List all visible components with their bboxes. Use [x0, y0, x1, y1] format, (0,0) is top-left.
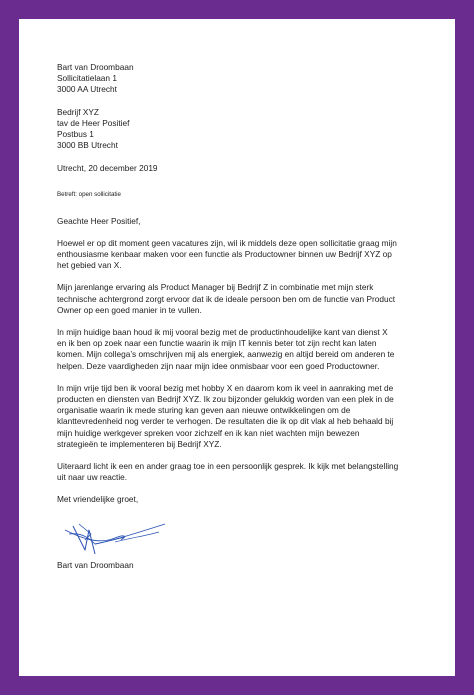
paragraph-line: mijn huidige werkgever spreken voor zichzelf en ik kan niet wachten mijn bewezen: [57, 427, 360, 438]
paragraph-line: technische achtergrond zorgt ervoor dat ik de ideale persoon ben om de functie van Product: [57, 293, 396, 304]
recipient-attn: tav de Heer Positief: [57, 117, 130, 128]
paragraph-line: en ik ben op zoek naar een functie waarin ik mijn IT kennis beter tot zijn recht kan laten: [57, 338, 377, 349]
recipient-city: 3000 BB Utrecht: [57, 140, 118, 151]
paragraph: [57, 383, 419, 450]
paragraph-line: strategieën te implementeren bij Bedrijf XYZ.: [57, 438, 222, 449]
paragraph: [57, 327, 419, 372]
letter-content: [57, 62, 419, 571]
recipient-address: [57, 107, 419, 152]
signoff-name: Bart van Droombaan: [57, 559, 134, 570]
recipient-company: Bedrijf XYZ: [57, 106, 99, 117]
sender-name: Bart van Droombaan: [57, 62, 134, 72]
paragraph-line: het gebied van X.: [57, 260, 122, 271]
paragraph: [57, 461, 419, 483]
sender-street: Sollicitatielaan 1: [57, 73, 117, 84]
paragraph-line: uit naar uw reactie.: [57, 472, 128, 483]
salutation: Geachte Heer Positief,: [57, 215, 141, 226]
paragraph-line: helpen. Deze vaardigheden zijn naar mijn idee onmisbaar voor een goed Productowner.: [57, 360, 380, 371]
letter-page: [19, 19, 455, 676]
signature-image: [55, 510, 175, 558]
recipient-pobox: Postbus 1: [57, 129, 94, 140]
paragraph-line: Uiteraard licht ik een en ander graag toe in een persoonlijk gesprek. Ik kijk met belangstelling: [57, 461, 399, 472]
sender-address: [57, 62, 419, 96]
paragraph-line: Mijn jarenlange ervaring als Product Manager bij Bedrijf Z in combinatie met mijn sterk: [57, 282, 374, 293]
paragraph-line: komen. Mijn collega’s omschrijven mij als energiek, aanwezig en altijd bereid om anderen te: [57, 349, 395, 360]
closing: Met vriendelijke groet,: [57, 494, 139, 505]
paragraph: [57, 282, 419, 316]
paragraph: [57, 238, 419, 272]
letter-date: Utrecht, 20 december 2019: [57, 163, 158, 174]
paragraph-line: In mijn vrije tijd ben ik vooral bezig met hobby X en daarom kom ik veel in aanraking met de: [57, 382, 394, 393]
letter-subject: Betreft: open sollicitatie: [57, 190, 121, 198]
paragraph-line: organisatie waarin ik mede sturing kan geven aan nieuwe ontwikkelingen om de: [57, 405, 351, 416]
paragraph-line: enthousiasme kenbaar maken voor een functie als Productowner binnen uw Bedrijf XYZ op: [57, 249, 392, 260]
paragraph-line: klanttevredenheid nog verder te verhogen. De resultaten die ik op dit vlak al heb behaald bij: [57, 416, 394, 427]
paragraph-line: Hoewel er op dit moment geen vacatures zijn, wil ik middels deze open sollicitatie graag mijn: [57, 237, 397, 248]
paragraph-line: producten en diensten van Bedrijf XYZ. Ik zou bijzonder gelukkig worden van een plek in de: [57, 394, 394, 405]
sender-city: 3000 AA Utrecht: [57, 84, 117, 95]
paragraph-line: In mijn huidige baan houd ik mij vooral bezig met de productinhoudelijke kant van dienst X: [57, 327, 388, 338]
paragraph-line: Owner op een goed manier in te vullen.: [57, 304, 202, 315]
